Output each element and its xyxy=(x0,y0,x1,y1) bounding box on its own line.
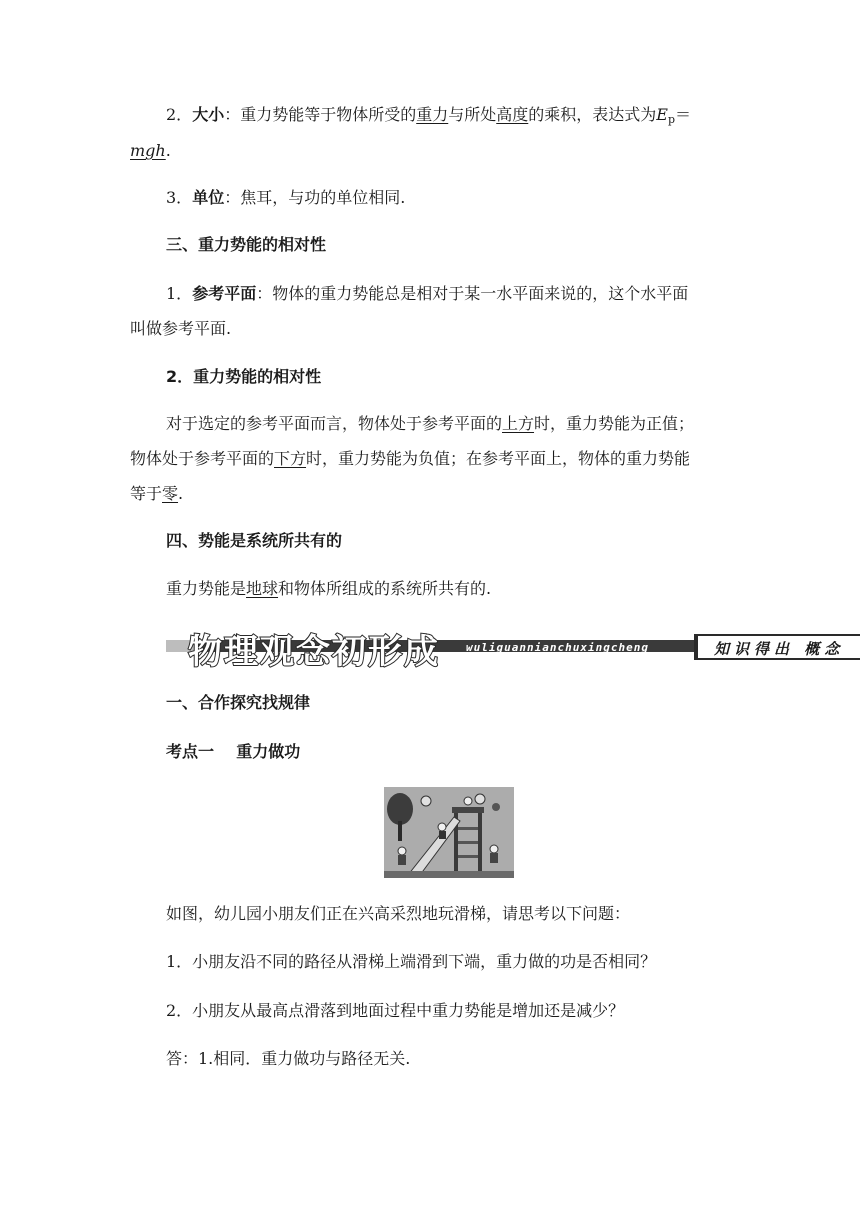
question-1: 1．小朋友沿不同的路径从滑梯上端滑到下端，重力做的功是否相同？ xyxy=(166,952,657,971)
blank-answer: 零 xyxy=(162,484,179,503)
banner-title: 物理观念初形成 xyxy=(188,632,440,672)
answer: 答：1.相同．重力做功与路径无关. xyxy=(166,1049,411,1068)
blank-answer: 上方 xyxy=(502,414,535,433)
section-heading-3: 三、重力势能的相对性 xyxy=(166,235,327,254)
slide-photo xyxy=(384,787,514,878)
banner-pinyin: wuliguannianchuxingcheng xyxy=(466,641,649,654)
section-banner xyxy=(166,622,860,672)
question-intro: 如图，幼儿园小朋友们正在兴高采烈地玩滑梯，请思考以下问题： xyxy=(166,904,631,923)
reference-plane-paragraph: 1．参考平面：物体的重力势能总是相对于某一水平面来说的，这个水平面 xyxy=(166,284,689,303)
item-label: 单位 xyxy=(192,188,225,207)
relativity-line3: 等于零. xyxy=(130,484,184,503)
point-heading: 考点一 重力做功 xyxy=(166,742,301,761)
blank-answer: mgh xyxy=(130,141,166,160)
banner-tag: 知识得出 概念 xyxy=(694,634,860,660)
question-2: 2．小朋友从最高点滑落到地面过程中重力势能是增加还是减少？ xyxy=(166,1001,625,1020)
blank-answer: 地球 xyxy=(246,579,279,598)
unit-paragraph: 3．单位：焦耳，与功的单位相同. xyxy=(166,188,406,207)
item-number: 2． xyxy=(166,105,193,124)
slide-illustration xyxy=(384,787,514,878)
size-paragraph: 2．大小：重力势能等于物体所受的重力与所处高度的乘积，表达式为$E_p=$ xyxy=(166,105,692,126)
relativity-title: 2．重力势能的相对性 xyxy=(166,367,322,386)
section-heading-1: 一、合作探究找规律 xyxy=(166,693,311,712)
blank-answer: 重力 xyxy=(416,105,449,124)
system-paragraph: 重力势能是地球和物体所组成的系统所共有的. xyxy=(166,579,492,598)
item-label: 大小 xyxy=(192,105,225,124)
section-heading-4: 四、势能是系统所共有的 xyxy=(166,531,343,550)
item-label: 参考平面 xyxy=(192,284,257,303)
relativity-line2: 物体处于参考平面的下方时，重力势能为负值；在参考平面上，物体的重力势能 xyxy=(130,449,691,468)
relativity-line1: 对于选定的参考平面而言，物体处于参考平面的上方时，重力势能为正值； xyxy=(166,414,695,433)
size-formula-line: mgh. xyxy=(130,141,171,160)
blank-answer: 下方 xyxy=(274,449,307,468)
reference-plane-line2: 叫做参考平面. xyxy=(130,319,232,338)
blank-answer: 高度 xyxy=(496,105,529,124)
